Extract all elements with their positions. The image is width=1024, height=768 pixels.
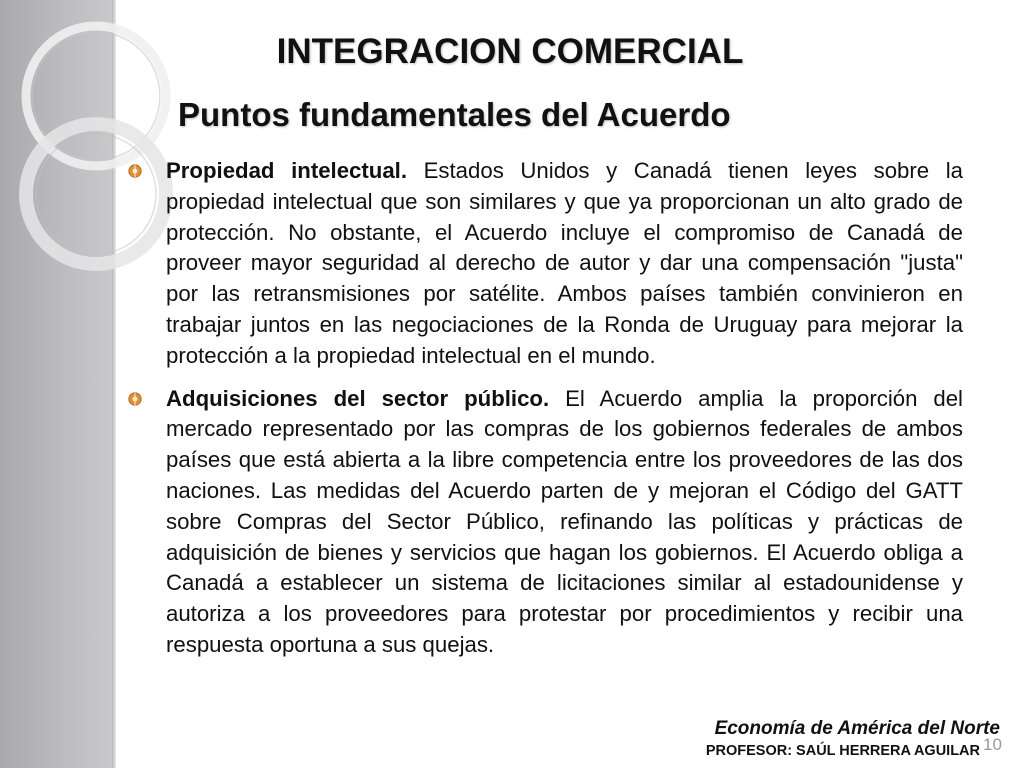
bullet-text: El Acuerdo amplia la proporción del mercado representado por las compras de los gobiernos federales de ambos países que está abierta a la libre competencia entre los proveedores de las dos naciones. Las medidas del Acuerdo parten de y mejoran el Código del GATT sobre Compras del Sector Público, refinando las políticas y prácticas de adquisición de bienes y servicios que hagan los gobiernos. El Acuerdo obliga a Canadá a establecer un sistema de licitaciones similar al estadounidense y autoriza a los proveedores para protestar por procedimientos y recibir una respuesta oportuna a sus quejas. [166,385,963,657]
bullet-lead: Propiedad intelectual. [166,158,408,183]
slide-number: 10 [983,735,1002,754]
footer-professor: PROFESOR: SAÚL HERRERA AGUILAR [705,743,980,759]
slide-subtitle: Puntos fundamentales del Acuerdo [178,96,731,133]
bullet-list [166,156,963,673]
slide-title: INTEGRACION COMERCIAL [276,32,744,71]
ring-decoration [0,0,180,320]
bullet-item-propiedad-intelectual [166,156,963,372]
bullet-lead: Adquisiciones del sector público. [166,385,550,411]
bullet-text: Estados Unidos y Canadá tienen leyes sobre la propiedad intelectual que son similares y que ya proporcionan un alto grado de protección. No obstante, el Acuerdo incluye el compromiso de Canadá de proveer mayor seguridad al derecho de autor y dar una compensación "justa" por las retransmisiones por satélite. Ambos países también convinieron en trabajar juntos en las negociaciones de la Ronda de Uruguay para mejorar la protección a la propiedad intelectual en el mundo. [166,158,963,368]
orange-disc-bullet-icon [128,392,142,406]
footer-course-name: Economía de América del Norte [714,718,1000,739]
orange-disc-bullet-icon [128,164,142,178]
bullet-item-adquisiciones-sector-publico [166,384,963,661]
